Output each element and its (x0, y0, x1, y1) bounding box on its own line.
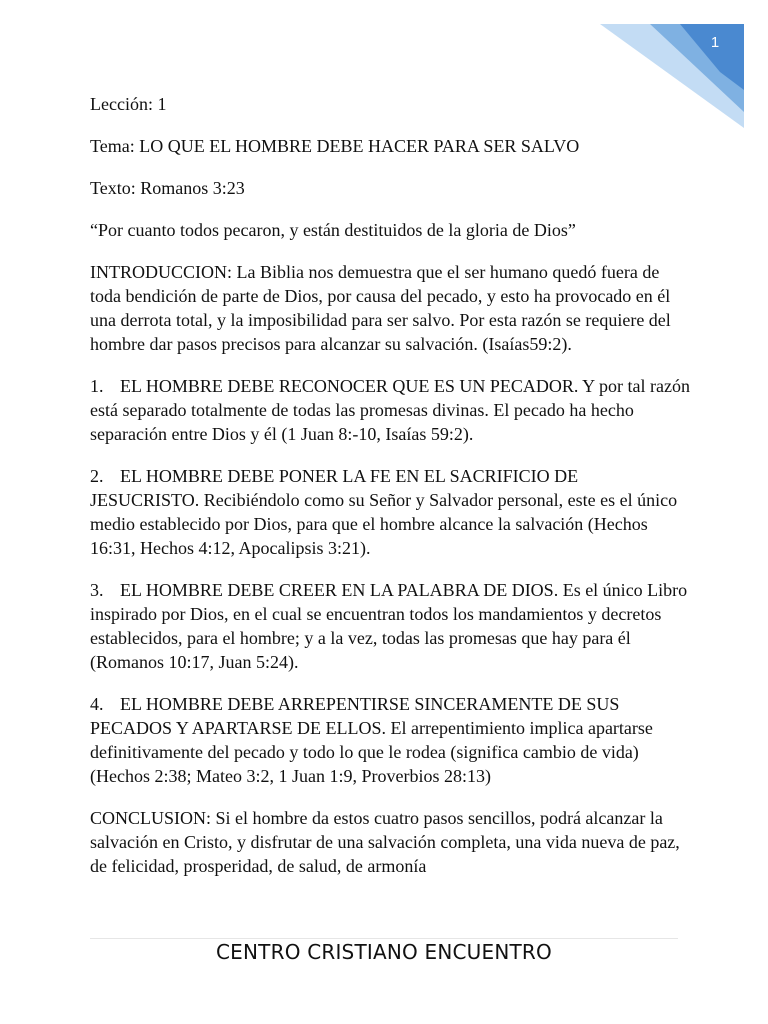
point-number: 2. (90, 466, 104, 486)
point-item (90, 464, 690, 560)
conclusion-paragraph: CONCLUSION: Si el hombre da estos cuatro pasos sencillos, podrá alcanzar la salvación en Cristo, y disfrutar de una salvación completa, una vida nueva de paz, de felicidad, prosperidad, de salud, de armonía (90, 808, 680, 876)
scripture-reference: Texto: Romanos 3:23 (90, 178, 245, 198)
lesson-topic: Tema: LO QUE EL HOMBRE DEBE HACER PARA SER SALVO (90, 136, 580, 156)
point-item (90, 374, 690, 446)
page-number: 1 (710, 34, 720, 51)
lesson-number: Lección: 1 (90, 94, 167, 114)
point-text: EL HOMBRE DEBE PONER LA FE EN EL SACRIFICIO DE JESUCRISTO. Recibiéndolo como su Señor y Salvador personal, este es el único medio establecido por Dios, para que el hombre alcance la salvación (Hechos 16:31, Hechos 4:12, Apocalipsis 3:21). (90, 466, 678, 558)
point-number: 1. (90, 376, 104, 396)
point-text: EL HOMBRE DEBE CREER EN LA PALABRA DE DIOS. Es el único Libro inspirado por Dios, en el cual se encuentran todos los mandamientos y decretos establecidos, para el hombre; y a la vez, todas las promesas que hay para él (Romanos 10:17, Juan 5:24). (90, 580, 688, 672)
point-number: 3. (90, 580, 104, 600)
point-item (90, 578, 690, 674)
point-text: EL HOMBRE DEBE RECONOCER QUE ES UN PECADOR. Y por tal razón está separado totalmente de todas las promesas divinas. El pecado ha hecho separación entre Dios y él (1 Juan 8:-10, Isaías 59:2). (90, 376, 690, 444)
point-number: 4. (90, 694, 104, 714)
point-text: EL HOMBRE DEBE ARREPENTIRSE SINCERAMENTE DE SUS PECADOS Y APARTARSE DE ELLOS. El arrepentimiento implica apartarse definitivamente del pecado y todo lo que le rodea (significa cambio de vida) (Hechos 2:38; Mateo 3:2, 1 Juan 1:9, Proverbios 28:13) (90, 694, 653, 786)
point-item (90, 692, 690, 788)
footer-divider (90, 938, 678, 939)
lesson-body (90, 92, 690, 896)
scripture-quote: “Por cuanto todos pecaron, y están destituidos de la gloria de Dios” (90, 220, 576, 240)
footer-church-name: CENTRO CRISTIANO ENCUENTRO (216, 940, 552, 964)
introduction-paragraph: INTRODUCCION: La Biblia nos demuestra que el ser humano quedó fuera de toda bendición de parte de Dios, por causa del pecado, y esto ha provocado en él una derrota total, y la imposibilidad para ser salvo. Por esta razón se requiere del hombre dar pasos precisos para alcanzar su salvación. (Isaías59:2). (90, 262, 671, 354)
